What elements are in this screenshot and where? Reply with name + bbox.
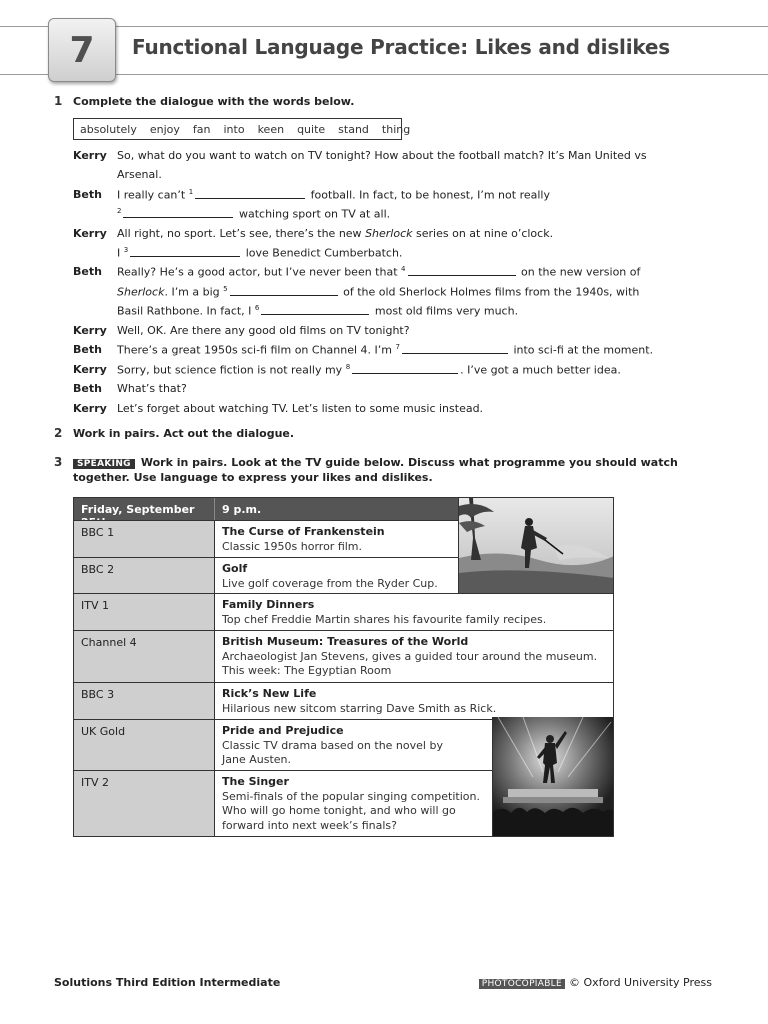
dialogue-text: . I’m a big [164,285,224,299]
dialogue-line: Well, OK. Are there any good old films on TV tonight? [117,324,410,337]
blank-number: 1 [188,188,194,196]
programme-cell [215,682,613,719]
programme-title: British Museum: Treasures of the World [222,635,469,648]
dialogue-text: I [117,246,124,260]
dialogue-text: All right, no sport. Let’s see, there’s the new [117,227,366,240]
dialogue-text: Really? He’s a good actor, but I’ve never been that [117,265,402,279]
programme-title: The Curse of Frankenstein [222,525,385,538]
word-bank-item: enjoy [149,122,180,136]
speaker-label: Beth [73,343,102,356]
word-bank-item: thing [381,122,411,136]
speaker-label: Kerry [73,363,107,376]
singer-image [493,717,613,836]
programme-desc: Live golf coverage from the Ryder Cup. [222,576,438,590]
programme-desc: forward into next week’s finals? [222,818,397,832]
speaker-label: Kerry [73,149,107,162]
speaker-label: Beth [73,188,102,201]
blank-number: 6 [254,304,260,312]
speaker-label: Beth [73,265,102,278]
dialogue-line [117,285,639,299]
dialogue-text: most old films very much. [371,304,519,318]
exercise-3-text: Work in pairs. Look at the TV guide below. Discuss what programme you should watch [140,456,678,469]
programme-desc: Classic TV drama based on the novel by [222,738,443,752]
answer-blank-8[interactable] [352,364,458,374]
programme-desc: Who will go home tonight, and who will go [222,804,456,817]
channel-cell: UK Gold [74,719,215,770]
speaker-label: Beth [73,382,102,395]
dialogue-text: into sci-fi at the moment. [509,343,654,357]
dialogue-line [117,265,640,279]
dialogue-line [117,343,653,357]
answer-blank-5[interactable] [230,286,338,296]
channel-cell: ITV 1 [74,593,215,630]
dialogue-text: series on at nine o’clock. [412,227,554,240]
programme-title: Pride and Prejudice [222,724,344,737]
channel-cell: Channel 4 [74,630,215,682]
dialogue-line [117,363,621,377]
word-bank-item: quite [297,122,326,136]
golfer-image [459,498,613,593]
unit-number-badge: 7 [48,18,116,82]
blank-number: 4 [401,265,406,273]
dialogue-text: love Benedict Cumberbatch. [242,246,403,260]
channel-cell: BBC 3 [74,682,215,719]
blank-number: 8 [345,363,351,371]
dialogue-line: So, what do you want to watch on TV tonight? How about the football match? It’s Man United vs [117,149,647,162]
word-bank-item: fan [192,122,211,136]
programme-desc: Top chef Freddie Martin shares his favourite family recipes. [222,612,547,626]
exercise-3-number: 3 [54,455,63,469]
dialogue-line [117,304,518,318]
page-title: Functional Language Practice: Likes and dislikes [132,35,670,59]
dialogue-line [117,227,553,240]
dialogue-text: football. In fact, to be honest, I’m not really [307,188,550,202]
exercise-3-instruction [73,456,678,469]
dialogue-text: watching sport on TV at all. [235,207,391,221]
dialogue-text: There’s a great 1950s sci-fi film on Channel 4. I’m [117,343,396,357]
answer-blank-6[interactable] [261,305,369,315]
programme-title: Family Dinners [222,598,315,611]
programme-desc: Semi-finals of the popular singing competition. [222,789,480,803]
dialogue-emphasis: Sherlock [117,285,165,299]
footer-publisher: © Oxford University Press [568,976,712,989]
word-bank-item: into [223,122,245,136]
blank-number: 5 [223,285,228,293]
dialogue-text: on the new version of [517,265,641,279]
tv-guide-date: Friday, September [74,498,215,520]
programme-desc: Classic 1950s horror film. [222,539,363,553]
blank-number: 7 [395,343,400,351]
programme-cell [215,520,458,557]
channel-cell: BBC 1 [74,520,215,557]
exercise-3-instruction-cont: together. Use language to express your likes and dislikes. [73,471,433,484]
photocopiable-badge: PHOTOCOPIABLE [479,979,565,989]
word-bank-item: stand [338,122,369,136]
golf-photo [458,498,613,593]
programme-title: Golf [222,562,248,575]
tv-guide-time: 9 p.m. [215,498,458,520]
speaker-label: Kerry [73,402,107,415]
dialogue-text: Basil Rathbone. In fact, I [117,304,255,318]
programme-title: Rick’s New Life [222,687,317,700]
programme-cell [215,770,492,836]
programme-cell [215,719,492,770]
dialogue-line [117,246,402,260]
programme-desc: Archaeologist Jan Stevens, gives a guided tour around the museum. [222,649,598,663]
footer-copyright [479,976,712,989]
programme-title: The Singer [222,775,289,788]
programme-desc: Jane Austen. [222,753,291,766]
programme-cell [215,630,613,682]
footer-book-title: Solutions Third Edition Intermediate [54,976,281,989]
programme-cell [215,593,613,630]
singer-photo [492,717,613,836]
dialogue-text: of the old Sherlock Holmes films from the 1940s, with [339,285,640,299]
blank-number: 2 [117,207,122,215]
speaking-badge: SPEAKING [73,459,135,469]
answer-blank-4[interactable] [408,266,516,276]
dialogue-text: . I’ve got a much better idea. [460,363,621,377]
exercise-2-number: 2 [54,426,63,440]
dialogue-line: Let’s forget about watching TV. Let’s listen to some music instead. [117,402,484,415]
programme-desc: This week: The Egyptian Room [222,664,392,677]
tv-guide-table [73,497,614,837]
exercise-2-instruction: Work in pairs. Act out the dialogue. [73,427,295,440]
channel-cell: BBC 2 [74,557,215,593]
dialogue-line: Arsenal. [117,168,162,181]
speaker-label: Kerry [73,227,107,240]
exercise-1-instruction: Complete the dialogue with the words below. [73,95,355,108]
word-bank [73,118,411,140]
channel-cell: ITV 2 [74,770,215,836]
programme-cell [215,557,458,593]
exercise-1-number: 1 [54,94,63,108]
speaker-label: Kerry [73,324,107,337]
dialogue-line [117,207,390,221]
dialogue-text: Sorry, but science fiction is not really my [117,363,346,377]
dialogue-line [117,188,550,202]
dialogue-line: What’s that? [117,382,187,395]
dialogue-text: I really can’t [117,188,189,202]
answer-blank-3[interactable] [130,247,240,257]
word-bank-item: keen [257,122,285,136]
answer-blank-2[interactable] [123,208,233,218]
blank-number: 3 [123,246,129,254]
answer-blank-1[interactable] [195,189,305,199]
answer-blank-7[interactable] [402,344,508,354]
programme-desc: Hilarious new sitcom starring Dave Smith as Rick. [222,701,497,715]
dialogue-emphasis: Sherlock [365,227,413,240]
word-bank-item: absolutely [80,122,137,136]
